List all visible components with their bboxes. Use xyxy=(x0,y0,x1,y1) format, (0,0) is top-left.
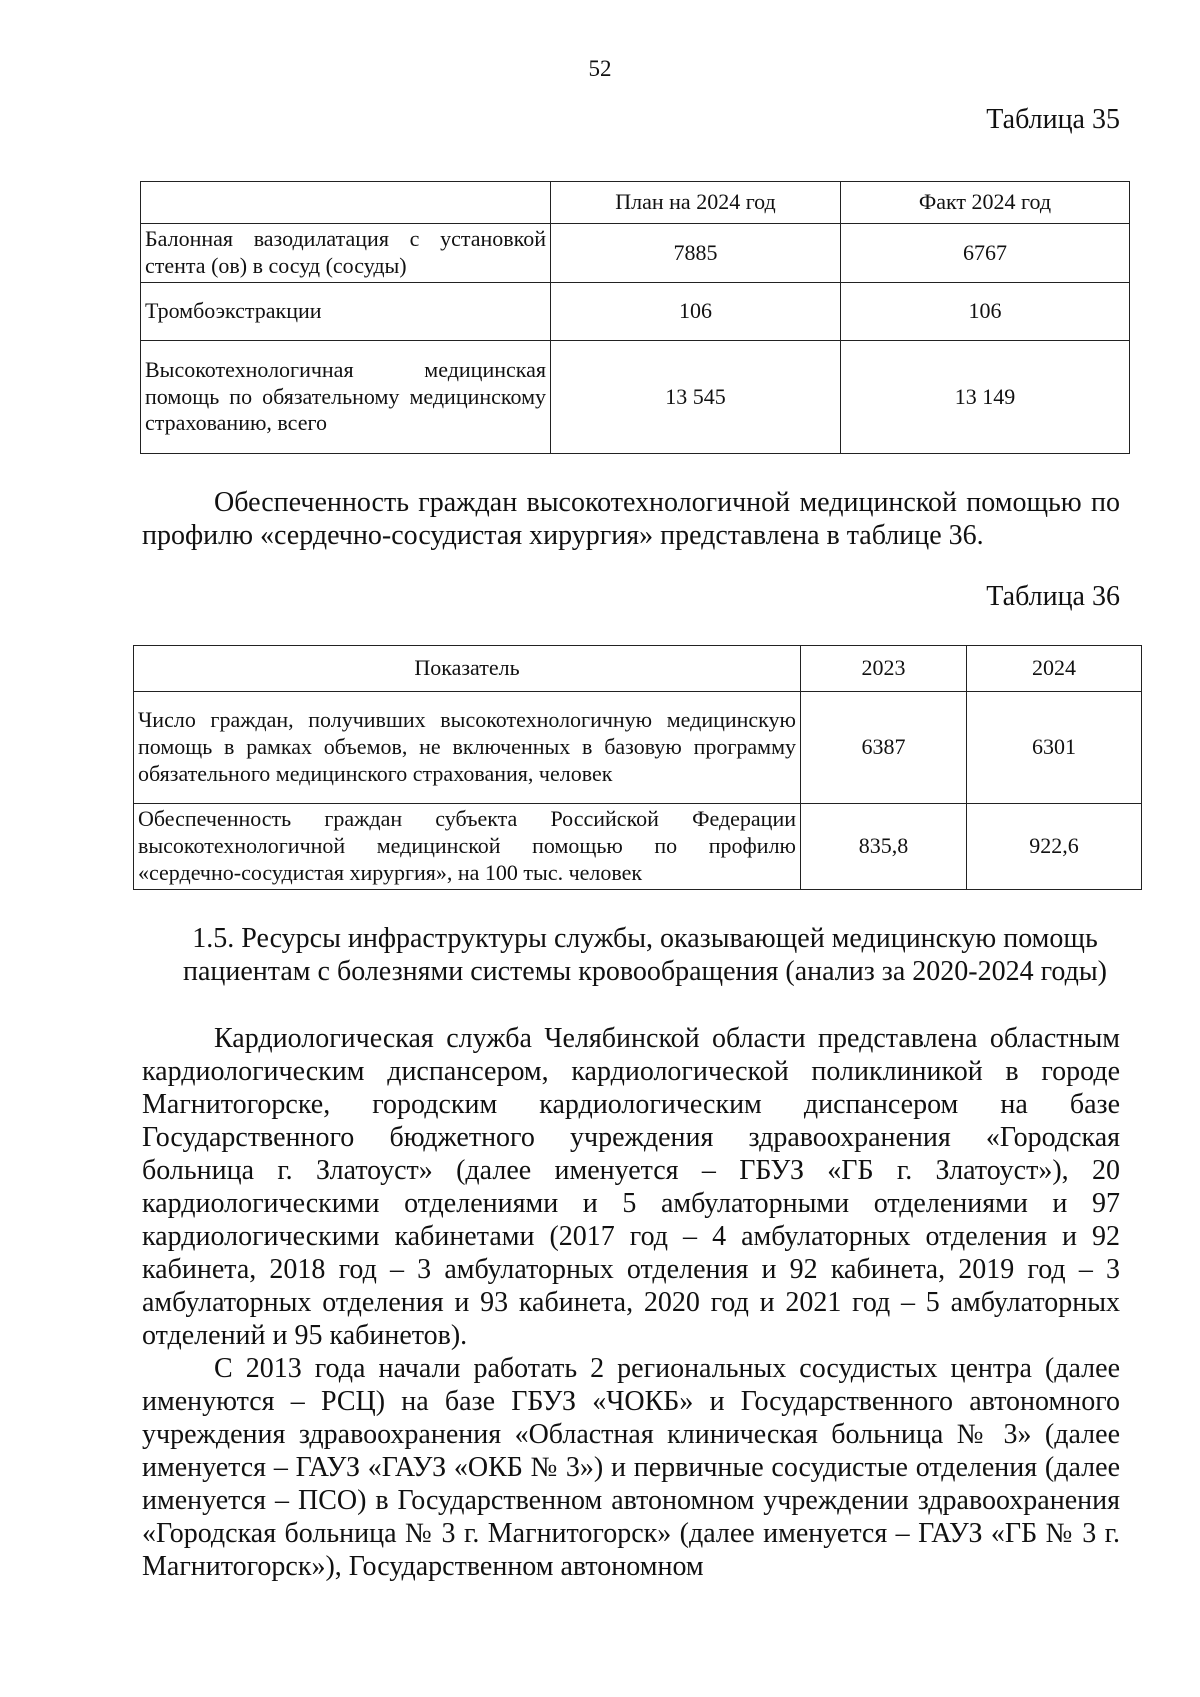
row-label: Балонная вазодилатация с установкой стента (ов) в сосуд (сосуды) xyxy=(141,224,551,283)
table-35-header-plan: План на 2024 год xyxy=(551,182,841,224)
value-2023: 6387 xyxy=(801,692,967,804)
table-row xyxy=(141,224,1130,283)
table-36-header-2023: 2023 xyxy=(801,646,967,692)
table-35-caption: Таблица 35 xyxy=(986,104,1120,135)
table-35-header-label xyxy=(141,182,551,224)
fact-value: 6767 xyxy=(841,224,1130,283)
plan-value: 7885 xyxy=(551,224,841,283)
table-36-header-2024: 2024 xyxy=(967,646,1142,692)
fact-value: 106 xyxy=(841,283,1130,341)
table-36-header-indicator: Показатель xyxy=(134,646,801,692)
table-row xyxy=(134,692,1142,804)
page-number: 52 xyxy=(588,56,612,81)
paragraph-2 xyxy=(142,1352,1120,1583)
table-35-header-fact: Факт 2024 год xyxy=(841,182,1130,224)
row-label: Число граждан, получивших высокотехнологичную медицинскую помощь в рамках объемов, не включенных в базовую программу обязательного медицинского страхования, человек xyxy=(134,692,801,804)
paragraph-2-text: С 2013 года начали работать 2 региональных сосудистых центра (далее именуются – РСЦ) на базе ГБУЗ «ЧОКБ» и Государственного автономного учреждения здравоохранения «Областная клиническая больница № 3» (далее именуется – ГАУЗ «ГАУЗ «ОКБ № 3») и первичные сосудистые отделения (далее именуется – ПСО) в Государственном автономном учреждении здравоохранения «Городская больница № 3 г. Магнитогорск» (далее именуется – ГАУЗ «ГБ № 3 г. Магнитогорск»), Государственном автономном xyxy=(142,1353,1120,1582)
plan-value: 13 545 xyxy=(551,341,841,454)
paragraph-1 xyxy=(142,1022,1120,1352)
plan-value: 106 xyxy=(551,283,841,341)
row-label: Тромбоэкстракции xyxy=(141,283,551,341)
table-row xyxy=(141,341,1130,454)
table-36 xyxy=(133,645,1142,890)
row-label: Высокотехнологичная медицинская помощь по обязательному медицинскому страхованию, всего xyxy=(141,341,551,454)
section-heading: 1.5. Ресурсы инфраструктуры службы, оказывающей медицинскую помощь пациентам с болезнями системы кровообращения (анализ за 2020-2024 годы) xyxy=(183,923,1107,987)
value-2023: 835,8 xyxy=(801,804,967,890)
fact-value: 13 149 xyxy=(841,341,1130,454)
table-36-header-row xyxy=(134,646,1142,692)
table-36-caption: Таблица 36 xyxy=(986,581,1120,612)
value-2024: 6301 xyxy=(967,692,1142,804)
table-row xyxy=(141,283,1130,341)
table-row xyxy=(134,804,1142,890)
intro-paragraph-text: Обеспеченность граждан высокотехнологичной медицинской помощью по профилю «сердечно-сосудистая хирургия» представлена в таблице 36. xyxy=(142,487,1120,551)
table-35 xyxy=(140,181,1130,454)
paragraph-1-text: Кардиологическая служба Челябинской области представлена областным кардиологическим диспансером, кардиологической поликлиникой в городе Магнитогорске, городским кардиологическим диспансером на базе Государственного бюджетного учреждения здравоохранения «Городская больница г. Златоуст» (далее именуется – ГБУЗ «ГБ г. Златоуст»), 20 кардиологическими отделениями и 5 амбулаторными отделениями и 97 кардиологическими кабинетами (2017 год – 4 амбулаторных отделения и 92 кабинета, 2018 год – 3 амбулаторных отделения и 92 кабинета, 2019 год – 3 амбулаторных отделения и 93 кабинета, 2020 год и 2021 год – 5 амбулаторных отделений и 95 кабинетов). xyxy=(142,1023,1120,1351)
row-label: Обеспеченность граждан субъекта Российской Федерации высокотехнологичной медицинской помощью по профилю «сердечно-сосудистая хирургия», на 100 тыс. человек xyxy=(134,804,801,890)
intro-paragraph xyxy=(142,486,1120,552)
value-2024: 922,6 xyxy=(967,804,1142,890)
table-35-header-row xyxy=(141,182,1130,224)
